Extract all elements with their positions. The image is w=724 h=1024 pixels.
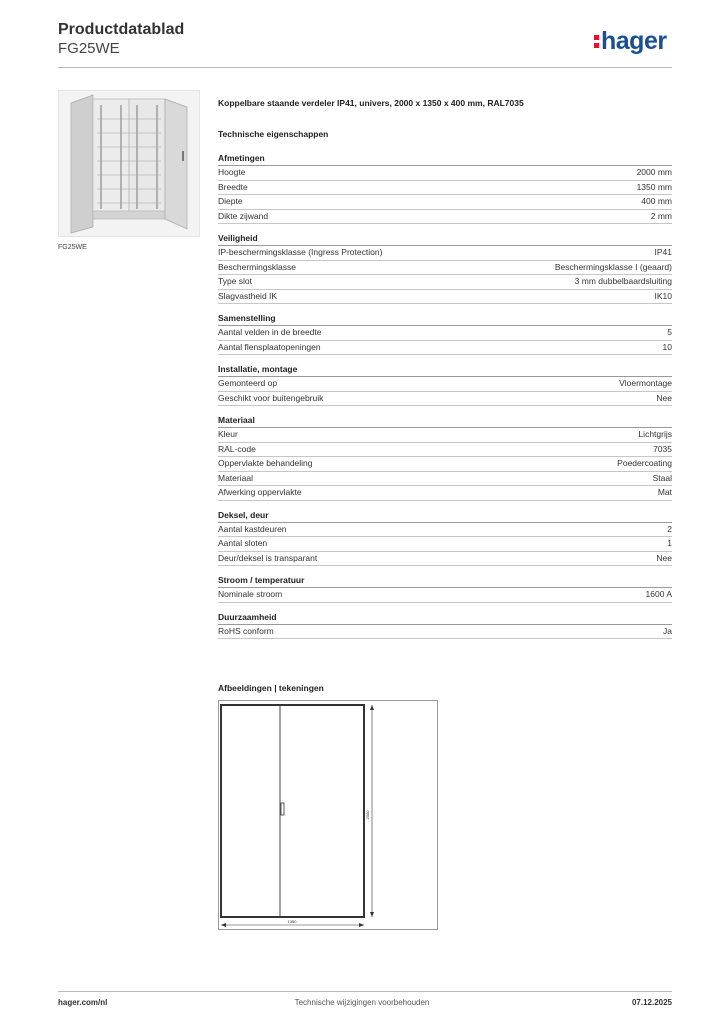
- spec-row: [218, 261, 672, 276]
- spec-row: [218, 392, 672, 407]
- spec-row: [218, 166, 672, 181]
- section-deksel-deur: [218, 509, 672, 567]
- footer-date: 07.12.2025: [631, 998, 672, 1007]
- hager-logo: [594, 26, 667, 56]
- product-title: Koppelbare staande verdeler IP41, univers, 2000 x 1350 x 400 mm, RAL7035: [218, 98, 524, 108]
- spec-value: IK10: [654, 290, 672, 301]
- spec-label: Oppervlakte behandeling: [218, 458, 313, 468]
- spec-value: IP41: [654, 247, 672, 257]
- section-title: Veiligheid: [218, 232, 672, 246]
- header: [58, 20, 184, 58]
- spec-value: 1: [667, 538, 672, 548]
- section-title: Afmetingen: [218, 152, 672, 166]
- spec-label: Diepte: [218, 196, 243, 206]
- spec-value: Lichtgrijs: [638, 429, 672, 439]
- spec-label: Nominale stroom: [218, 589, 283, 599]
- spec-label: Type slot: [218, 276, 253, 286]
- section-materiaal: [218, 414, 672, 501]
- spec-label: Materiaal: [218, 472, 253, 483]
- section-title: Deksel, deur: [218, 509, 672, 523]
- spec-value: 2 mm: [650, 210, 672, 221]
- cabinet-drawing-icon: [219, 701, 437, 929]
- spec-label: Geschikt voor buitengebruik: [218, 392, 324, 403]
- spec-value: 400 mm: [641, 196, 672, 206]
- spec-value: 2: [667, 523, 672, 534]
- spec-row: [218, 377, 672, 392]
- spec-label: RoHS conform: [218, 625, 274, 636]
- spec-row: [218, 588, 672, 603]
- spec-row: [218, 486, 672, 501]
- spec-value: 5: [667, 327, 672, 337]
- spec-row: [218, 210, 672, 225]
- spec-row: [218, 181, 672, 196]
- spec-row: [218, 326, 672, 341]
- section-title: Stroom / temperatuur: [218, 574, 672, 588]
- spec-row: [218, 443, 672, 458]
- spec-row: [218, 523, 672, 538]
- product-photo: [58, 90, 200, 237]
- spec-value: 1600 A: [645, 589, 672, 599]
- spec-value: 1350 mm: [636, 181, 672, 192]
- spec-value: 3 mm dubbelbaardsluiting: [574, 276, 672, 286]
- footer-website[interactable]: hager.com/nl: [58, 998, 108, 1007]
- section-installatie: [218, 363, 672, 406]
- spec-value: 10: [662, 341, 672, 352]
- spec-row: [218, 246, 672, 261]
- spec-value: Nee: [656, 392, 672, 403]
- header-divider: [58, 67, 672, 68]
- spec-label: RAL-code: [218, 443, 256, 454]
- spec-label: Beschermingsklasse: [218, 261, 296, 272]
- spec-value: Ja: [663, 625, 672, 636]
- spec-label: Kleur: [218, 429, 238, 439]
- cabinet-photo-icon: [59, 91, 199, 236]
- section-title: Materiaal: [218, 414, 672, 428]
- spec-row: [218, 625, 672, 640]
- section-title: Installatie, montage: [218, 363, 672, 377]
- spec-row: [218, 457, 672, 472]
- drawing-height-label: 2000: [365, 810, 370, 820]
- spec-row: [218, 472, 672, 487]
- spec-label: IP-beschermingsklasse (Ingress Protection): [218, 247, 383, 257]
- technical-drawing: [218, 700, 438, 930]
- spec-label: Aantal flensplaatopeningen: [218, 341, 321, 352]
- spec-value: Vloermontage: [619, 378, 672, 388]
- spec-value: Nee: [656, 552, 672, 563]
- spec-label: Dikte zijwand: [218, 210, 269, 221]
- spec-row: [218, 428, 672, 443]
- spec-row: [218, 341, 672, 356]
- spec-row: [218, 195, 672, 210]
- spec-value: Poedercoating: [617, 458, 672, 468]
- section-title: Duurzaamheid: [218, 611, 672, 625]
- spec-row: [218, 290, 672, 305]
- spec-label: Aantal sloten: [218, 538, 268, 548]
- spec-value: 7035: [653, 443, 672, 454]
- spec-label: Hoogte: [218, 167, 246, 177]
- footer-divider: [58, 991, 672, 992]
- spec-label: Slagvastheid IK: [218, 290, 278, 301]
- drawing-width-label: 1350: [287, 919, 297, 924]
- spec-label: Afwerking oppervlakte: [218, 487, 302, 497]
- section-veiligheid: [218, 232, 672, 304]
- footer-disclaimer: Technische wijzigingen voorbehouden: [294, 998, 430, 1007]
- spec-label: Deur/deksel is transparant: [218, 552, 318, 563]
- spec-label: Breedte: [218, 181, 248, 192]
- spec-value: 2000 mm: [636, 167, 672, 177]
- section-stroom-temperatuur: [218, 574, 672, 603]
- image-caption: FG25WE: [58, 244, 87, 251]
- section-duurzaamheid: [218, 611, 672, 640]
- spec-row: [218, 275, 672, 290]
- spec-label: Aantal kastdeuren: [218, 523, 287, 534]
- section-title: Samenstelling: [218, 312, 672, 326]
- spec-label: Aantal velden in de breedte: [218, 327, 322, 337]
- specifications: [218, 96, 672, 647]
- section-samenstelling: [218, 312, 672, 355]
- spec-row: [218, 552, 672, 567]
- images-heading: Afbeeldingen | tekeningen: [218, 683, 324, 693]
- spec-row: [218, 537, 672, 552]
- logo-text: hager: [601, 27, 667, 55]
- spec-value: Mat: [657, 487, 672, 497]
- spec-value: Staal: [652, 472, 672, 483]
- product-code: FG25WE: [58, 40, 120, 57]
- spec-label: Gemonteerd op: [218, 378, 278, 388]
- logo-dots-icon: [594, 35, 599, 51]
- document-title: Productdatablad: [58, 21, 185, 38]
- spec-value: Beschermingsklasse I (geaard): [554, 261, 672, 272]
- section-afmetingen: [218, 152, 672, 224]
- technical-properties-heading: Technische eigenschappen: [218, 129, 329, 139]
